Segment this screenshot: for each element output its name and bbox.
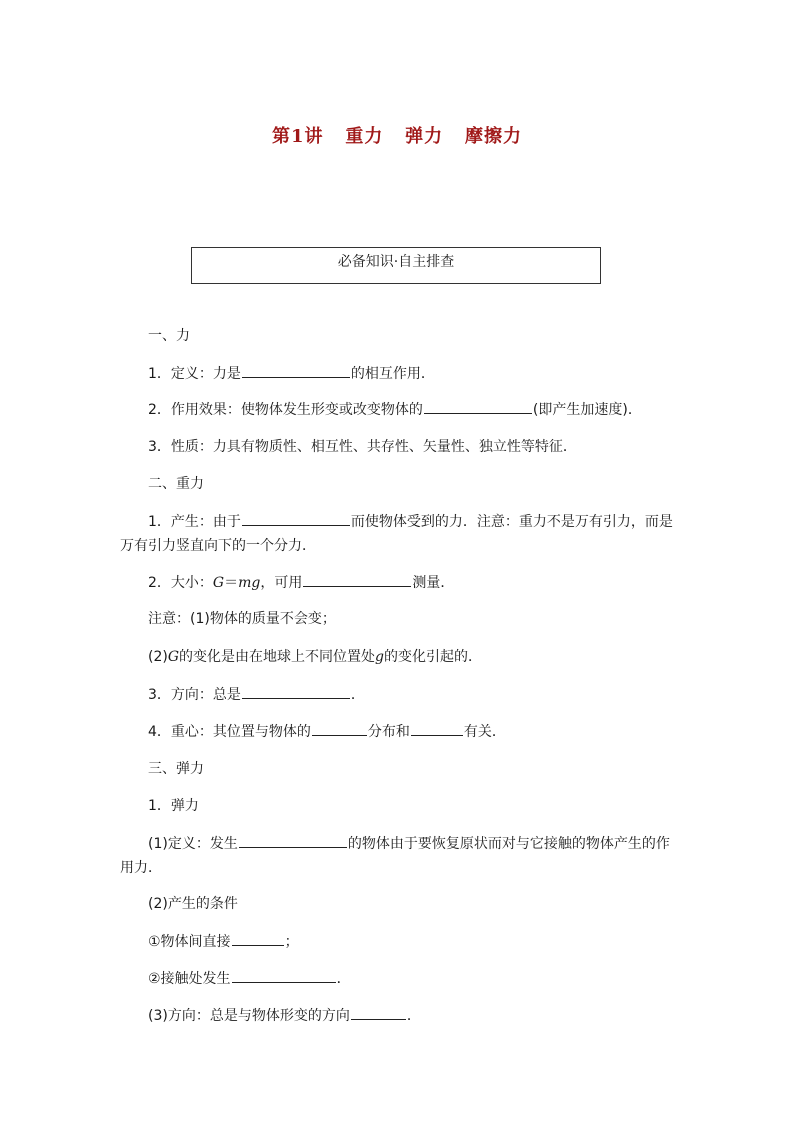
text: 2．作用效果：使物体发生形变或改变物体的 xyxy=(148,402,423,418)
elastic-subheading: 1．弹力 xyxy=(148,798,199,814)
text: ； xyxy=(284,934,299,950)
page-title: 第1讲 重力 弹力 摩擦力 xyxy=(272,126,522,147)
symbol-mg: mg xyxy=(238,575,261,591)
elastic-definition xyxy=(148,833,670,854)
gravity-direction xyxy=(148,684,365,705)
text: ②接触处发生 xyxy=(148,971,231,987)
heading-force: 一、力 xyxy=(148,328,190,344)
symbol-G: G xyxy=(212,575,225,591)
fill-blank[interactable] xyxy=(303,572,411,587)
text: 4．重心：其位置与物体的 xyxy=(148,724,311,740)
text: 的物体由于要恢复原状而对与它接触的物体产生的作 xyxy=(347,836,670,852)
text: ＝ xyxy=(224,575,239,591)
fill-blank[interactable] xyxy=(242,363,350,378)
text: (2) xyxy=(148,649,168,665)
condition-2 xyxy=(148,968,351,989)
text: 而使物体受到的力．注意：重力不是万有引力，而是 xyxy=(350,514,673,530)
text: 测量． xyxy=(412,575,455,591)
force-properties: 3．性质：力具有物质性、相互性、共存性、矢量性、独立性等特征． xyxy=(148,439,577,455)
condition-1 xyxy=(148,931,299,952)
text: (即产生加速度)． xyxy=(532,402,642,418)
note-2 xyxy=(148,647,482,667)
symbol-g: g xyxy=(375,649,384,665)
fill-blank[interactable] xyxy=(424,399,532,414)
note-1: 注意：(1)物体的质量不会变； xyxy=(148,611,336,627)
text: 1．产生：由于 xyxy=(148,514,241,530)
text: ，可用 xyxy=(260,575,303,591)
text: 分布和 xyxy=(367,724,410,740)
elastic-conditions: (2)产生的条件 xyxy=(148,896,238,912)
text: ． xyxy=(350,687,365,703)
gravity-origin xyxy=(148,511,673,532)
text: ． xyxy=(336,971,351,987)
elastic-definition-cont: 用力． xyxy=(120,860,162,876)
text: ． xyxy=(406,1008,421,1024)
fill-blank[interactable] xyxy=(242,684,350,699)
heading-gravity: 二、重力 xyxy=(148,476,204,492)
fill-blank[interactable] xyxy=(232,931,284,946)
heading-elastic: 三、弹力 xyxy=(148,761,204,777)
elastic-direction xyxy=(148,1005,421,1026)
text: (1)定义：发生 xyxy=(148,836,238,852)
text: 的变化是由在地球上不同位置处 xyxy=(179,649,376,665)
text: 的相互作用． xyxy=(350,366,435,382)
symbol-G: G xyxy=(167,649,180,665)
fill-blank[interactable] xyxy=(411,721,463,736)
center-of-gravity xyxy=(148,721,506,742)
fill-blank[interactable] xyxy=(312,721,367,736)
text: 的变化引起的． xyxy=(384,649,482,665)
text: ①物体间直接 xyxy=(148,934,231,950)
fill-blank[interactable] xyxy=(239,833,347,848)
fill-blank[interactable] xyxy=(242,511,350,526)
text: 1．定义：力是 xyxy=(148,366,241,382)
text: 2．大小： xyxy=(148,575,213,591)
force-definition xyxy=(148,363,435,384)
force-effect xyxy=(148,399,642,420)
fill-blank[interactable] xyxy=(232,968,336,983)
gravity-magnitude xyxy=(148,572,454,593)
gravity-origin-cont: 万有引力竖直向下的一个分力． xyxy=(120,538,316,554)
fill-blank[interactable] xyxy=(351,1005,406,1020)
text: (3)方向：总是与物体形变的方向 xyxy=(148,1008,350,1024)
text: 有关． xyxy=(463,724,506,740)
section-header-box: 必备知识·自主排查 xyxy=(191,247,601,284)
text: 3．方向：总是 xyxy=(148,687,241,703)
